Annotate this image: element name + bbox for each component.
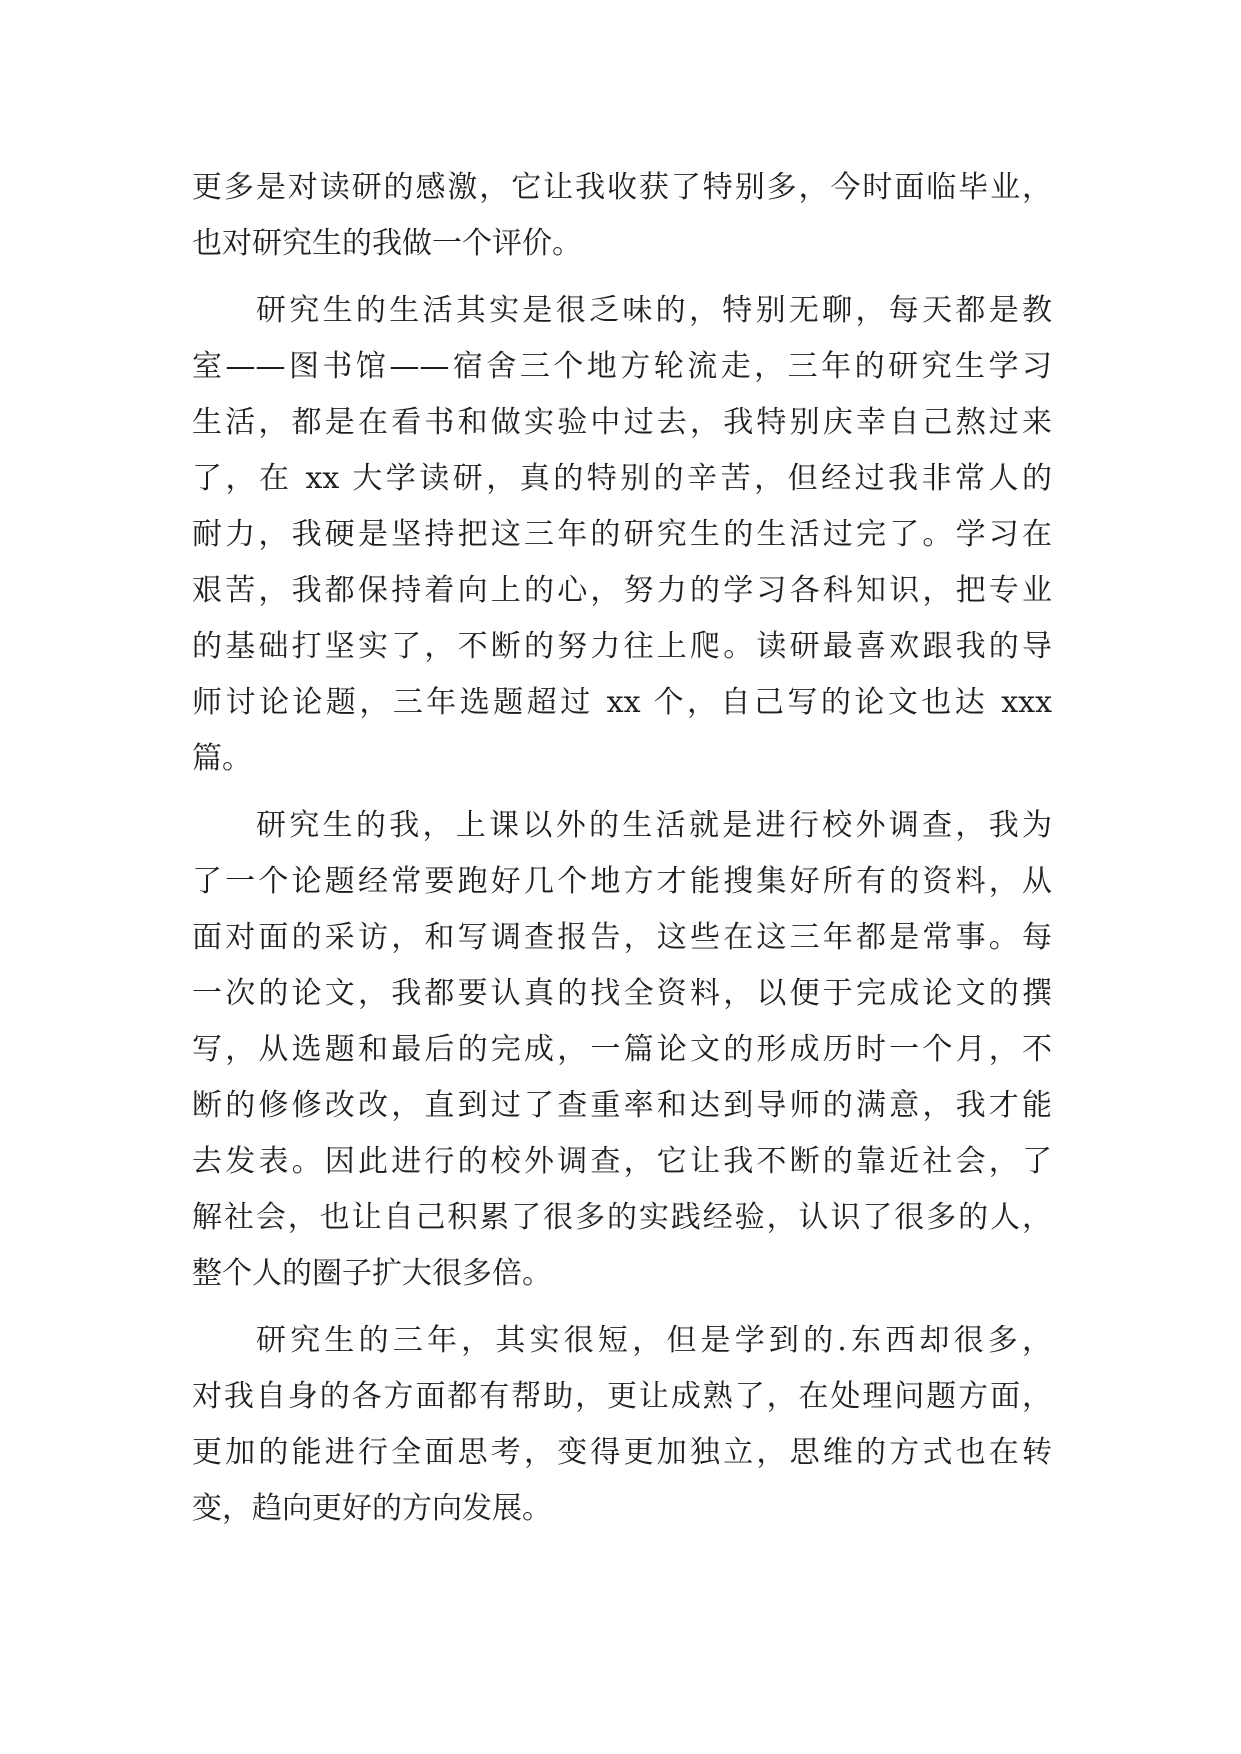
document-body — [192, 160, 1052, 1537]
paragraph-3-line-7: 去发表。因此进行的校外调查，它让我不断的靠近社会，了 — [192, 1144, 1052, 1179]
paragraph-1-line-2: 也对研究生的我做一个评价。 — [192, 226, 582, 261]
paragraph-3-line-9: 整个人的圈子扩大很多倍。 — [192, 1256, 552, 1291]
paragraph-4-line-1: 研究生的三年，其实很短，但是学到的.东西却很多， — [256, 1323, 1052, 1358]
paragraph-4 — [192, 1313, 1052, 1537]
paragraph-1 — [192, 160, 1052, 272]
paragraph-3-line-2: 了一个论题经常要跑好几个地方才能搜集好所有的资料，从 — [192, 864, 1052, 899]
paragraph-3 — [192, 798, 1052, 1302]
paragraph-2-line-5: 耐力，我硬是坚持把这三年的研究生的生活过完了。学习在 — [192, 517, 1052, 552]
paragraph-1-line-1: 更多是对读研的感激，它让我收获了特别多，今时面临毕业， — [192, 170, 1052, 205]
paragraph-4-line-3: 更加的能进行全面思考，变得更加独立，思维的方式也在转 — [192, 1435, 1052, 1470]
paragraph-3-line-3: 面对面的采访，和写调查报告，这些在这三年都是常事。每 — [192, 920, 1052, 955]
paragraph-2-line-3: 生活，都是在看书和做实验中过去，我特别庆幸自己熬过来 — [192, 405, 1052, 440]
paragraph-4-line-2: 对我自身的各方面都有帮助，更让成熟了，在处理问题方面， — [192, 1379, 1052, 1414]
paragraph-2 — [192, 283, 1052, 787]
paragraph-3-line-5: 写，从选题和最后的完成，一篇论文的形成历时一个月，不 — [192, 1032, 1052, 1067]
paragraph-2-line-9: 篇。 — [192, 741, 252, 776]
paragraph-4-line-4: 变，趋向更好的方向发展。 — [192, 1491, 552, 1526]
paragraph-3-line-6: 断的修修改改，直到过了查重率和达到导师的满意，我才能 — [192, 1088, 1052, 1123]
paragraph-3-line-8: 解社会，也让自己积累了很多的实践经验，认识了很多的人， — [192, 1200, 1052, 1235]
paragraph-2-line-8: 师讨论论题，三年选题超过 xx 个，自己写的论文也达 xxx — [192, 685, 1052, 720]
paragraph-2-line-6: 艰苦，我都保持着向上的心，努力的学习各科知识，把专业 — [192, 573, 1052, 608]
paragraph-2-line-4: 了，在 xx 大学读研，真的特别的辛苦，但经过我非常人的 — [192, 461, 1052, 496]
paragraph-3-line-1: 研究生的我，上课以外的生活就是进行校外调查，我为 — [256, 808, 1052, 843]
paragraph-3-line-4: 一次的论文，我都要认真的找全资料，以便于完成论文的撰 — [192, 976, 1052, 1011]
paragraph-2-line-2: 室——图书馆——宿舍三个地方轮流走，三年的研究生学习 — [192, 349, 1052, 384]
paragraph-2-line-7: 的基础打坚实了，不断的努力往上爬。读研最喜欢跟我的导 — [192, 629, 1052, 664]
paragraph-2-line-1: 研究生的生活其实是很乏味的，特别无聊，每天都是教 — [256, 293, 1052, 328]
